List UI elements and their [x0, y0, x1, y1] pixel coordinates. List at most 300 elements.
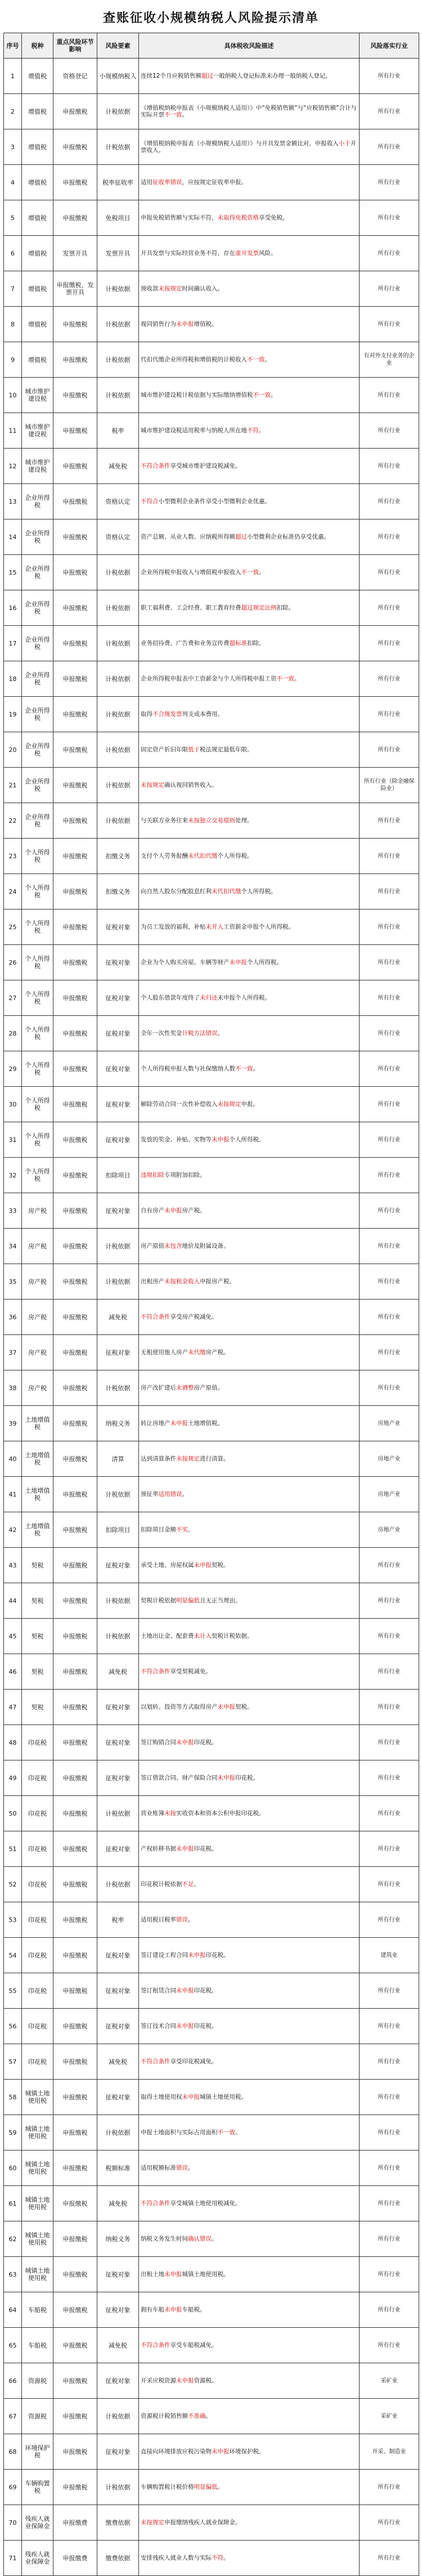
table-row — [4, 519, 419, 555]
cell-no: 46 — [4, 1654, 22, 1690]
cell-tax: 城镇土地使用税 — [22, 2257, 53, 2292]
risk-highlight: 未申报 — [182, 2093, 200, 2100]
cell-factor: 征税对象 — [97, 2363, 139, 2399]
table-row — [4, 1902, 419, 1938]
table-row — [4, 590, 419, 626]
risk-highlight: 征收率错误 — [152, 178, 182, 186]
table-row — [4, 2044, 419, 2080]
cell-industry: 所有行业 — [360, 1583, 419, 1619]
table-row — [4, 342, 419, 378]
table-row — [4, 59, 419, 94]
risk-highlight: 超过规定比例 — [241, 604, 277, 611]
cell-factor: 减免税 — [97, 2044, 139, 2080]
table-row — [4, 1229, 419, 1264]
cell-desc: 全年一次性奖金计税方法错误。 — [139, 1016, 360, 1051]
cell-link: 申报缴税 — [53, 2363, 97, 2399]
cell-desc: 连续12个月应税销售额超过一般纳税人登记标准未办理一般纳税人登记。 — [139, 59, 360, 94]
risk-highlight: 超过 — [235, 533, 247, 540]
cell-desc: 不符合条件享受契税减免。 — [139, 1654, 360, 1690]
cell-link: 申报缴税 — [53, 732, 97, 768]
cell-desc: 不符合条件享受车船税减免。 — [139, 2328, 360, 2363]
cell-factor: 计税依据 — [97, 1583, 139, 1619]
cell-factor: 免税项目 — [97, 200, 139, 236]
risk-highlight: 未申报 — [229, 958, 247, 966]
cell-no: 45 — [4, 1619, 22, 1654]
cell-factor: 计税依据 — [97, 732, 139, 768]
cell-industry: 所有行业 — [360, 2328, 419, 2363]
cell-industry: 所有行业 — [360, 1193, 419, 1229]
cell-desc: 开采应税资源未申报资源税。 — [139, 2363, 360, 2399]
cell-industry: 所有行业 — [360, 910, 419, 945]
cell-link: 申报缴税 — [53, 1654, 97, 1690]
cell-tax: 印花税 — [22, 1725, 53, 1760]
risk-highlight: 未按独立交易原则 — [188, 817, 235, 824]
cell-link: 申报缴费 — [53, 2505, 97, 2541]
cell-desc: 违规扣除专项附加扣除。 — [139, 1158, 360, 1193]
cell-no: 27 — [4, 980, 22, 1016]
cell-no: 26 — [4, 945, 22, 980]
cell-no: 19 — [4, 697, 22, 732]
cell-desc: 不符合条件享受房产税减免。 — [139, 1300, 360, 1335]
cell-tax: 企业所得税 — [22, 732, 53, 768]
cell-factor: 征税对象 — [97, 2292, 139, 2328]
table-row — [4, 1406, 419, 1441]
cell-tax: 印花税 — [22, 1796, 53, 1831]
cell-desc: 房产原值未包含地价及附属设备。 — [139, 1229, 360, 1264]
cell-industry: 房地产业 — [360, 1512, 419, 1548]
cell-no: 60 — [4, 2151, 22, 2186]
cell-tax: 房产税 — [22, 1335, 53, 1370]
cell-industry: 所有行业（除金融保险业） — [360, 768, 419, 803]
cell-no: 6 — [4, 236, 22, 271]
risk-highlight: 明显偏低 — [194, 2483, 218, 2490]
cell-factor: 小规模纳税人 — [97, 59, 139, 94]
cell-no: 35 — [4, 1264, 22, 1300]
cell-industry: 所有行业 — [360, 200, 419, 236]
risk-highlight: 不一致 — [241, 568, 259, 576]
table-row — [4, 1335, 419, 1370]
cell-tax: 城市维护建设税 — [22, 413, 53, 449]
cell-no: 11 — [4, 413, 22, 449]
table-row — [4, 1512, 419, 1548]
cell-link: 申报缴税 — [53, 697, 97, 732]
cell-tax: 印花税 — [22, 1938, 53, 1973]
cell-industry: 所有行业 — [360, 2505, 419, 2541]
risk-highlight: 未申报 — [217, 1774, 235, 1781]
risk-highlight: 未申报 — [176, 320, 194, 328]
cell-no: 28 — [4, 1016, 22, 1051]
risk-highlight: 未申报 — [188, 1951, 206, 1959]
cell-industry: 房地产业 — [360, 1441, 419, 1477]
header-industry: 风险落实行业 — [360, 33, 419, 59]
cell-link: 申报缴税 — [53, 1973, 97, 2009]
cell-desc: 签订购销合同未申报印花税。 — [139, 1725, 360, 1760]
cell-factor: 征税对象 — [97, 1690, 139, 1725]
risk-highlight: 未申报 — [212, 1136, 230, 1143]
risk-highlight: 虚开发票 — [235, 249, 259, 257]
table-row — [4, 236, 419, 271]
risk-highlight: 未并入 — [205, 923, 223, 930]
cell-desc: 企业为个人购买房屋、车辆等财产未申报个人所得税。 — [139, 945, 360, 980]
cell-industry: 所有行业 — [360, 2292, 419, 2328]
cell-industry: 所有行业 — [360, 1335, 419, 1370]
table-row — [4, 1548, 419, 1583]
cell-no: 32 — [4, 1158, 22, 1193]
cell-tax: 个人所得税 — [22, 839, 53, 874]
cell-desc: 向自然人股东分配股息红利未代扣代缴个人所得税。 — [139, 874, 360, 910]
cell-factor: 计税依据 — [97, 697, 139, 732]
risk-highlight: 未申报 — [176, 1987, 194, 1994]
cell-tax: 增值税 — [22, 94, 53, 129]
cell-link: 申报缴税 — [53, 2115, 97, 2151]
cell-no: 54 — [4, 1938, 22, 1973]
cell-link: 申报缴税 — [53, 2328, 97, 2363]
table-row — [4, 1867, 419, 1902]
cell-industry: 所有行业 — [360, 1158, 419, 1193]
table-row — [4, 803, 419, 839]
cell-no: 59 — [4, 2115, 22, 2151]
cell-tax: 企业所得税 — [22, 484, 53, 519]
cell-industry: 房地产业 — [360, 1406, 419, 1441]
cell-tax: 企业所得税 — [22, 661, 53, 697]
risk-highlight: 不准确 — [188, 2412, 206, 2420]
cell-tax: 增值税 — [22, 129, 53, 165]
cell-no: 1 — [4, 59, 22, 94]
cell-no: 70 — [4, 2505, 22, 2541]
cell-no: 8 — [4, 307, 22, 342]
cell-link: 申报缴税 — [53, 94, 97, 129]
cell-industry: 所有行业 — [360, 271, 419, 307]
cell-tax: 印花税 — [22, 1902, 53, 1938]
cell-desc: 出租土地未申报城镇土地使用税。 — [139, 2257, 360, 2292]
cell-tax: 房产税 — [22, 1264, 53, 1300]
cell-no: 4 — [4, 165, 22, 200]
risk-highlight: 未申报 — [194, 1561, 212, 1569]
cell-desc: 视同销售行为未申报增值税。 — [139, 307, 360, 342]
cell-industry: 所有行业 — [360, 945, 419, 980]
cell-desc: 资产总额、从业人数、应纳税所得额超过小型微利企业标准仍享受优惠。 — [139, 519, 360, 555]
cell-factor: 计税依据 — [97, 1867, 139, 1902]
cell-tax: 城镇土地使用税 — [22, 2115, 53, 2151]
cell-factor: 减免税 — [97, 449, 139, 484]
cell-desc: 城市维护建设税适用税率与纳税人所在地不符。 — [139, 413, 360, 449]
cell-desc: 个人股东借款年度终了未归还未申报个人所得税。 — [139, 980, 360, 1016]
cell-factor: 税率 — [97, 413, 139, 449]
cell-link: 申报缴税 — [53, 1796, 97, 1831]
cell-industry: 所有行业 — [360, 1051, 419, 1087]
cell-tax: 企业所得税 — [22, 803, 53, 839]
cell-desc: 预征率适用错误。 — [139, 1477, 360, 1512]
cell-desc: 适用税额标准错误。 — [139, 2151, 360, 2186]
cell-link: 申报缴税 — [53, 165, 97, 200]
cell-no: 22 — [4, 803, 22, 839]
cell-tax: 车辆购置税 — [22, 2470, 53, 2505]
cell-industry: 所有行业 — [360, 59, 419, 94]
cell-tax: 印花税 — [22, 1867, 53, 1902]
cell-industry: 所有行业 — [360, 2221, 419, 2257]
cell-factor: 纳税义务 — [97, 1406, 139, 1441]
header-factor: 风险要素 — [97, 33, 139, 59]
risk-highlight: 未按规定 — [158, 285, 182, 292]
risk-highlight: 未申报 — [176, 1739, 194, 1746]
cell-link: 申报缴税 — [53, 768, 97, 803]
cell-factor: 计税依据 — [97, 661, 139, 697]
cell-link: 申报缴税 — [53, 590, 97, 626]
cell-desc: 营业账簿未按实收资本和资本公积申报印花税。 — [139, 1796, 360, 1831]
table-row — [4, 945, 419, 980]
risk-highlight: 未申报 — [170, 1419, 188, 1427]
cell-desc: 开具发票与实际经营业务不符，存在虚开发票风险。 — [139, 236, 360, 271]
cell-industry: 所有行业 — [360, 94, 419, 129]
cell-link: 申报缴税 — [53, 307, 97, 342]
risk-highlight: 未申报 — [164, 2270, 182, 2278]
cell-desc: 土地出让金、配套费未计入契税计税依据。 — [139, 1619, 360, 1654]
risk-highlight: 不一致 — [217, 2129, 235, 2136]
risk-highlight: 未申报 — [164, 1207, 182, 1214]
cell-link: 申报缴税 — [53, 1370, 97, 1406]
table-row — [4, 874, 419, 910]
cell-tax: 个人所得税 — [22, 1122, 53, 1158]
risk-highlight: 不符合条件 — [141, 462, 170, 469]
cell-desc: 固定资产折旧年限低于税法规定最低年限。 — [139, 732, 360, 768]
cell-no: 21 — [4, 768, 22, 803]
cell-industry: 所有行业 — [360, 874, 419, 910]
cell-no: 15 — [4, 555, 22, 590]
table-row — [4, 2505, 419, 2541]
cell-desc: 安排残疾人就业人数与实际不符。 — [139, 2541, 360, 2576]
cell-factor: 计税依据 — [97, 626, 139, 661]
cell-desc: 适用税目税率错误。 — [139, 1902, 360, 1938]
cell-industry: 所有行业 — [360, 1016, 419, 1051]
table-row — [4, 1300, 419, 1335]
cell-no: 43 — [4, 1548, 22, 1583]
risk-highlight: 未取得免税资格 — [217, 214, 259, 221]
cell-desc: 职工福利费、工会经费、职工教育经费超过规定比例扣除。 — [139, 590, 360, 626]
table-row — [4, 910, 419, 945]
cell-factor: 计税依据 — [97, 1796, 139, 1831]
table-row — [4, 1619, 419, 1654]
cell-industry: 所有行业 — [360, 378, 419, 413]
cell-factor: 计税依据 — [97, 307, 139, 342]
table-row — [4, 2541, 419, 2576]
cell-tax: 个人所得税 — [22, 1016, 53, 1051]
cell-link: 申报缴税 — [53, 413, 97, 449]
cell-link: 申报缴税 — [53, 1264, 97, 1300]
cell-desc: 企业所得税申报表中工资薪金与个人所得税申报工资不一致。 — [139, 661, 360, 697]
cell-no: 57 — [4, 2044, 22, 2080]
cell-no: 47 — [4, 1690, 22, 1725]
cell-industry: 所有行业 — [360, 803, 419, 839]
cell-link: 申报缴税 — [53, 874, 97, 910]
risk-highlight: 不符合条件 — [141, 2341, 170, 2349]
cell-factor: 征税对象 — [97, 2257, 139, 2292]
cell-desc: 不符合条件享受城市维护建设税减免。 — [139, 449, 360, 484]
cell-factor: 减免税 — [97, 1654, 139, 1690]
cell-no: 13 — [4, 484, 22, 519]
cell-link: 申报缴税 — [53, 2080, 97, 2115]
cell-no: 12 — [4, 449, 22, 484]
cell-no: 16 — [4, 590, 22, 626]
cell-no: 53 — [4, 1902, 22, 1938]
cell-link: 申报缴税 — [53, 1831, 97, 1867]
risk-highlight: 未调整 — [176, 1384, 194, 1391]
cell-industry: 所有行业 — [360, 1973, 419, 2009]
cell-link: 申报缴税 — [53, 2044, 97, 2080]
table-row — [4, 1370, 419, 1406]
cell-factor: 征税对象 — [97, 2434, 139, 2470]
cell-link: 申报缴税 — [53, 1158, 97, 1193]
cell-link: 申报缴税 — [53, 2292, 97, 2328]
cell-no: 51 — [4, 1831, 22, 1867]
table-row — [4, 413, 419, 449]
cell-desc: 业务招待费、广告费和业务宣传费超标准扣除。 — [139, 626, 360, 661]
cell-link: 申报缴税 — [53, 449, 97, 484]
cell-no: 29 — [4, 1051, 22, 1087]
cell-factor: 计税依据 — [97, 590, 139, 626]
cell-no: 52 — [4, 1867, 22, 1902]
cell-desc: 签订借款合同、财产保险合同未申报印花税。 — [139, 1760, 360, 1796]
risk-highlight: 不一致 — [247, 356, 265, 363]
table-row — [4, 1087, 419, 1122]
cell-tax: 企业所得税 — [22, 626, 53, 661]
risk-highlight: 不足 — [182, 1880, 194, 1888]
cell-industry: 所有行业 — [360, 1654, 419, 1690]
cell-no: 25 — [4, 910, 22, 945]
table-row — [4, 1690, 419, 1725]
table-row — [4, 1051, 419, 1087]
risk-highlight: 违规扣除 — [141, 1171, 164, 1179]
risk-highlight: 未按 — [164, 1809, 176, 1817]
risk-highlight: 未申报 — [164, 2306, 182, 2313]
cell-factor: 征税对象 — [97, 945, 139, 980]
table-row — [4, 484, 419, 519]
cell-desc: 个人所得税申报人数与社保缴纳人数不一致。 — [139, 1051, 360, 1087]
cell-desc: 以划转、投资等方式取得房产未申报契税。 — [139, 1690, 360, 1725]
cell-tax: 土地增值税 — [22, 1477, 53, 1512]
cell-industry: 所有行业 — [360, 484, 419, 519]
cell-desc: 未按规定申报缴纳残疾人就业保障金。 — [139, 2505, 360, 2541]
cell-industry: 所有行业 — [360, 1690, 419, 1725]
table-row — [4, 2186, 419, 2221]
cell-desc: 未按规定确认视同销售收入。 — [139, 768, 360, 803]
cell-factor: 计税依据 — [97, 342, 139, 378]
cell-factor: 计税依据 — [97, 2399, 139, 2434]
cell-tax: 印花税 — [22, 1760, 53, 1796]
cell-factor: 征税对象 — [97, 1016, 139, 1051]
table-row — [4, 307, 419, 342]
cell-no: 42 — [4, 1512, 22, 1548]
cell-industry: 所有行业 — [360, 2470, 419, 2505]
cell-factor: 征税对象 — [97, 910, 139, 945]
cell-factor: 减免税 — [97, 2328, 139, 2363]
risk-highlight: 未代扣代缴 — [188, 852, 218, 859]
cell-desc: 车辆购置税计税价格明显偏低。 — [139, 2470, 360, 2505]
risk-highlight: 未按规定 — [217, 1100, 241, 1108]
cell-industry: 所有行业 — [360, 1300, 419, 1335]
cell-link: 申报缴税 — [53, 803, 97, 839]
cell-desc: 承受土地、房屋权属未申报契税。 — [139, 1548, 360, 1583]
cell-industry: 所有行业 — [360, 2044, 419, 2080]
cell-factor: 纳税义务 — [97, 2221, 139, 2257]
cell-tax: 个人所得税 — [22, 1087, 53, 1122]
cell-industry: 所有行业 — [360, 129, 419, 165]
cell-factor: 缴费依据 — [97, 2541, 139, 2576]
cell-tax: 城镇土地使用税 — [22, 2221, 53, 2257]
risk-highlight: 确认错误 — [188, 2235, 212, 2242]
cell-factor: 扣缴义务 — [97, 874, 139, 910]
cell-tax: 印花税 — [22, 1831, 53, 1867]
cell-industry: 所有行业 — [360, 519, 419, 555]
cell-industry: 所有行业 — [360, 1867, 419, 1902]
cell-desc: 签订建设工程合同未申报印花税。 — [139, 1938, 360, 1973]
cell-industry: 所有行业 — [360, 2257, 419, 2292]
risk-highlight: 不一致 — [276, 675, 294, 682]
cell-tax: 城市维护建设税 — [22, 378, 53, 413]
cell-no: 41 — [4, 1477, 22, 1512]
cell-tax: 增值税 — [22, 59, 53, 94]
cell-no: 58 — [4, 2080, 22, 2115]
cell-tax: 个人所得税 — [22, 910, 53, 945]
cell-no: 50 — [4, 1796, 22, 1831]
cell-link: 申报缴税 — [53, 2221, 97, 2257]
cell-link: 申报缴税 — [53, 1583, 97, 1619]
cell-factor: 扣除项目 — [97, 1512, 139, 1548]
cell-desc: 直接向环境排放应税污染物未申报环境保护税。 — [139, 2434, 360, 2470]
risk-highlight: 不一致 — [253, 391, 271, 398]
cell-desc: 拥有车船未申报车船税。 — [139, 2292, 360, 2328]
cell-link: 申报缴税 — [53, 1406, 97, 1441]
risk-highlight: 错误 — [176, 2164, 188, 2171]
table-row — [4, 378, 419, 413]
cell-factor: 发票开具 — [97, 236, 139, 271]
cell-link: 申报缴税 — [53, 1938, 97, 1973]
cell-link: 申报缴税 — [53, 1441, 97, 1477]
cell-desc: 取得不合规发票列支成本费用。 — [139, 697, 360, 732]
table-row — [4, 1938, 419, 1973]
cell-tax: 车船税 — [22, 2292, 53, 2328]
table-row — [4, 2434, 419, 2470]
risk-highlight: 未按规定 — [176, 1455, 200, 1462]
cell-link: 资格登记 — [53, 59, 97, 94]
cell-industry: 所有行业 — [360, 2186, 419, 2221]
cell-industry: 所有行业 — [360, 1725, 419, 1760]
cell-link: 申报缴税 — [53, 2186, 97, 2221]
cell-factor: 计税依据 — [97, 1229, 139, 1264]
cell-tax: 资源税 — [22, 2363, 53, 2399]
cell-no: 36 — [4, 1300, 22, 1335]
cell-factor: 征税对象 — [97, 1335, 139, 1370]
risk-highlight: 未申报 — [212, 2448, 230, 2455]
table-row — [4, 449, 419, 484]
cell-tax: 企业所得税 — [22, 555, 53, 590]
cell-link: 申报缴税 — [53, 2257, 97, 2292]
cell-tax: 契税 — [22, 1548, 53, 1583]
cell-factor: 征税对象 — [97, 1831, 139, 1867]
risk-highlight: 适用错误 — [158, 1490, 182, 1498]
cell-tax: 契税 — [22, 1583, 53, 1619]
risk-highlight: 不符合条件 — [141, 1668, 170, 1675]
cell-tax: 契税 — [22, 1619, 53, 1654]
cell-factor: 征税对象 — [97, 1193, 139, 1229]
cell-desc: 《增值税纳税申报表（小规模纳税人适用）》中“免税销售额”与“应税销售额”合计与实际开票不一致。 — [139, 94, 360, 129]
table-row — [4, 1654, 419, 1690]
cell-no: 49 — [4, 1760, 22, 1796]
cell-factor: 计税依据 — [97, 94, 139, 129]
cell-no: 55 — [4, 1973, 22, 2009]
cell-industry: 所有行业 — [360, 555, 419, 590]
cell-tax: 房产税 — [22, 1193, 53, 1229]
cell-factor: 减免税 — [97, 1300, 139, 1335]
